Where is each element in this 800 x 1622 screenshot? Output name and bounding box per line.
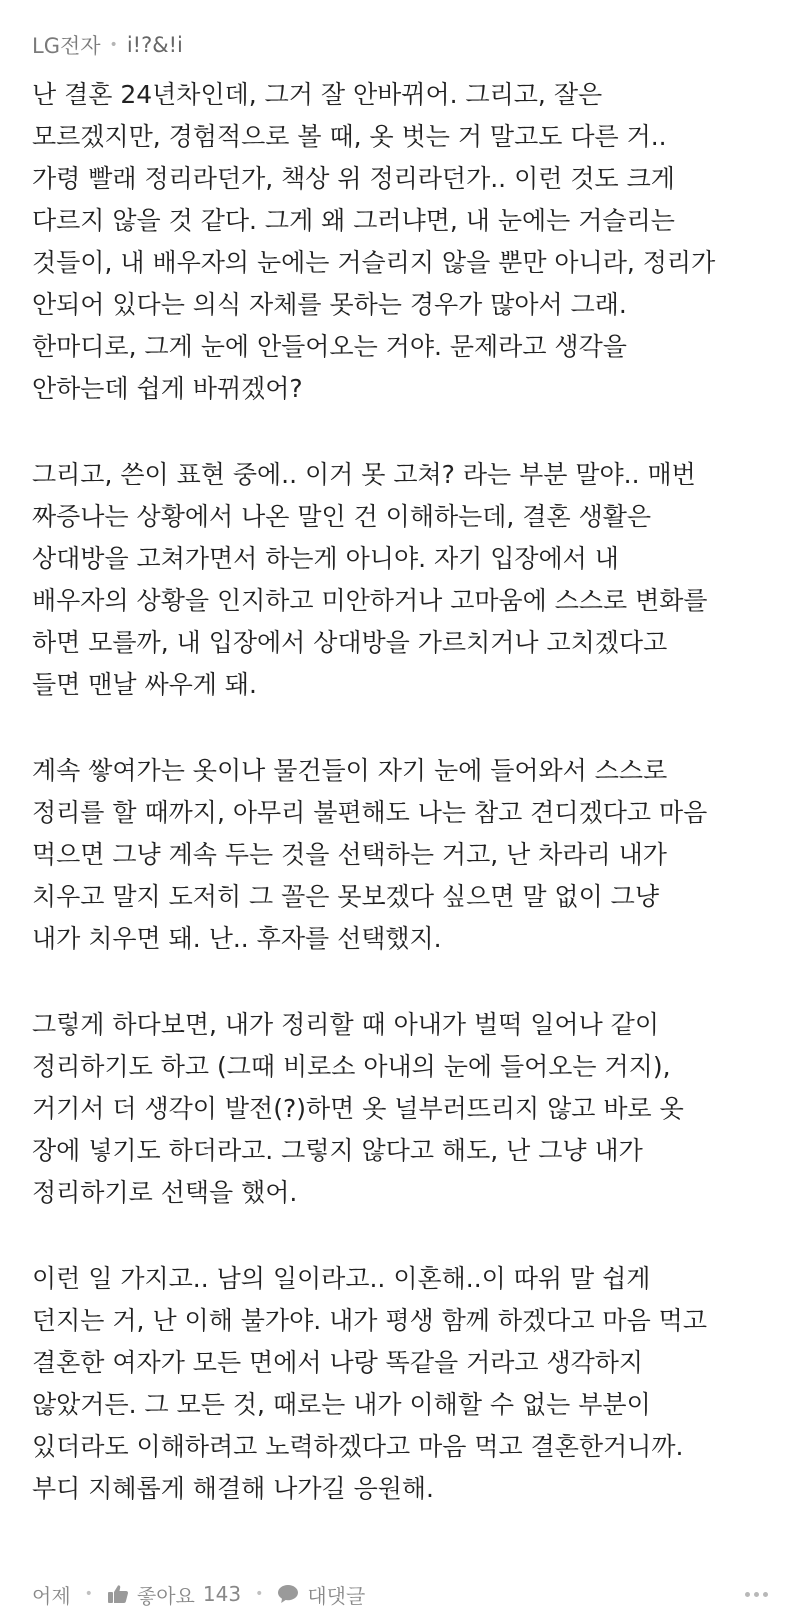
comment-text-line: 모르겠지만, 경험적으로 볼 때, 옷 벗는 거 말고도 다른 거.. bbox=[32, 122, 667, 151]
comment-paragraph bbox=[32, 454, 780, 706]
comment-text-line: 그렇게 하다보면, 내가 정리할 때 아내가 벌떡 일어나 같이 bbox=[32, 1010, 659, 1039]
comment-text-line: 그리고, 쓴이 표현 중에.. 이거 못 고쳐? 라는 부분 말야.. 매번 bbox=[32, 460, 696, 489]
comment-text-line: 치우고 말지 도저히 그 꼴은 못보겠다 싶으면 말 없이 그냥 bbox=[32, 882, 659, 911]
comment-footer bbox=[32, 1576, 768, 1612]
comment-text-line: 들면 맨날 싸우게 돼. bbox=[32, 670, 257, 699]
comment-header bbox=[32, 28, 183, 62]
comment-text-line: 배우자의 상황을 인지하고 미안하거나 고마움에 스스로 변화를 bbox=[32, 586, 708, 615]
comment-text-line: 정리를 할 때까지, 아무리 불편해도 나는 참고 견디겠다고 마음 bbox=[32, 798, 708, 827]
comment-text-line: 안되어 있다는 의식 자체를 못하는 경우가 많아서 그래. bbox=[32, 290, 627, 319]
comment-text-line: 결혼한 여자가 모든 면에서 나랑 똑같을 거라고 생각하지 bbox=[32, 1348, 644, 1377]
comment-paragraph bbox=[32, 1004, 780, 1214]
comment-text-line: 이런 일 가지고.. 남의 일이라고.. 이혼해..이 따위 말 쉽게 bbox=[32, 1264, 651, 1293]
comment-text-line: 가령 빨래 정리라던가, 책상 위 정리라던가.. 이런 것도 크게 bbox=[32, 164, 675, 193]
comment-text-line: 것들이, 내 배우자의 눈에는 거슬리지 않을 뿐만 아니라, 정리가 bbox=[32, 248, 716, 277]
like-button[interactable] bbox=[107, 1580, 241, 1609]
separator-dot: • bbox=[255, 1586, 264, 1602]
comment-nickname: i!?&!i bbox=[126, 33, 183, 57]
like-label: 좋아요 bbox=[136, 1583, 195, 1608]
comment-text-line: 다르지 않을 것 같다. 그게 왜 그러냐면, 내 눈에는 거슬리는 bbox=[32, 206, 675, 235]
like-count: 143 bbox=[202, 1582, 242, 1606]
comment-text-line: 던지는 거, 난 이해 불가야. 내가 평생 함께 하겠다고 마음 먹고 bbox=[32, 1306, 707, 1335]
more-dot bbox=[745, 1592, 750, 1597]
reply-button[interactable] bbox=[277, 1580, 365, 1609]
comment-text-line: 하면 모를까, 내 입장에서 상대방을 가르치거나 고치겠다고 bbox=[32, 628, 668, 657]
comment-text-line: 한마디로, 그게 눈에 안들어오는 거야. 문제라고 생각을 bbox=[32, 332, 627, 361]
comment-author[interactable]: LG전자 bbox=[32, 34, 101, 58]
comment-text-line: 장에 넣기도 하더라고. 그렇지 않다고 해도, 난 그냥 내가 bbox=[32, 1136, 643, 1165]
comment-text-line: 정리하기로 선택을 했어. bbox=[32, 1178, 298, 1207]
comment-text-line: 짜증나는 상황에서 나온 말인 건 이해하는데, 결혼 생활은 bbox=[32, 502, 652, 531]
comment-paragraph bbox=[32, 74, 780, 410]
separator-dot: • bbox=[84, 1586, 93, 1602]
more-dot bbox=[763, 1592, 768, 1597]
comment-text-line: 부디 지혜롭게 해결해 나가길 응원해. bbox=[32, 1474, 434, 1503]
comment-time: 어제 bbox=[32, 1583, 71, 1608]
comment-paragraph bbox=[32, 750, 780, 960]
comment-text-line: 상대방을 고쳐가면서 하는게 아니야. 자기 입장에서 내 bbox=[32, 544, 619, 573]
comment-text-line: 거기서 더 생각이 발전(?)하면 옷 널부러뜨리지 않고 바로 옷 bbox=[32, 1094, 684, 1123]
comment-text-line: 정리하기도 하고 (그때 비로소 아내의 눈에 들어오는 거지), bbox=[32, 1052, 671, 1081]
comment-paragraph bbox=[32, 1258, 780, 1510]
comment-text-line: 내가 치우면 돼. 난.. 후자를 선택했지. bbox=[32, 924, 442, 953]
thumbs-up-icon bbox=[107, 1584, 129, 1604]
comment-text-line: 안하는데 쉽게 바뀌겠어? bbox=[32, 374, 303, 403]
comment-text-line: 있더라도 이해하려고 노력하겠다고 마음 먹고 결혼한거니까. bbox=[32, 1432, 684, 1461]
speech-bubble-icon bbox=[277, 1584, 299, 1604]
separator-dot: • bbox=[109, 37, 118, 53]
comment-text-line: 않았거든. 그 모든 것, 때로는 내가 이해할 수 없는 부분이 bbox=[32, 1390, 651, 1419]
comment-text-line: 먹으면 그냥 계속 두는 것을 선택하는 거고, 난 차라리 내가 bbox=[32, 840, 667, 869]
comment-body bbox=[32, 74, 780, 1554]
more-dot bbox=[754, 1592, 759, 1597]
comment-text-line: 난 결혼 24년차인데, 그거 잘 안바뀌어. 그리고, 잘은 bbox=[32, 80, 603, 109]
comment-text-line: 계속 쌓여가는 옷이나 물건들이 자기 눈에 들어와서 스스로 bbox=[32, 756, 668, 785]
reply-label: 대댓글 bbox=[307, 1583, 366, 1608]
more-dots-icon[interactable] bbox=[745, 1592, 768, 1597]
